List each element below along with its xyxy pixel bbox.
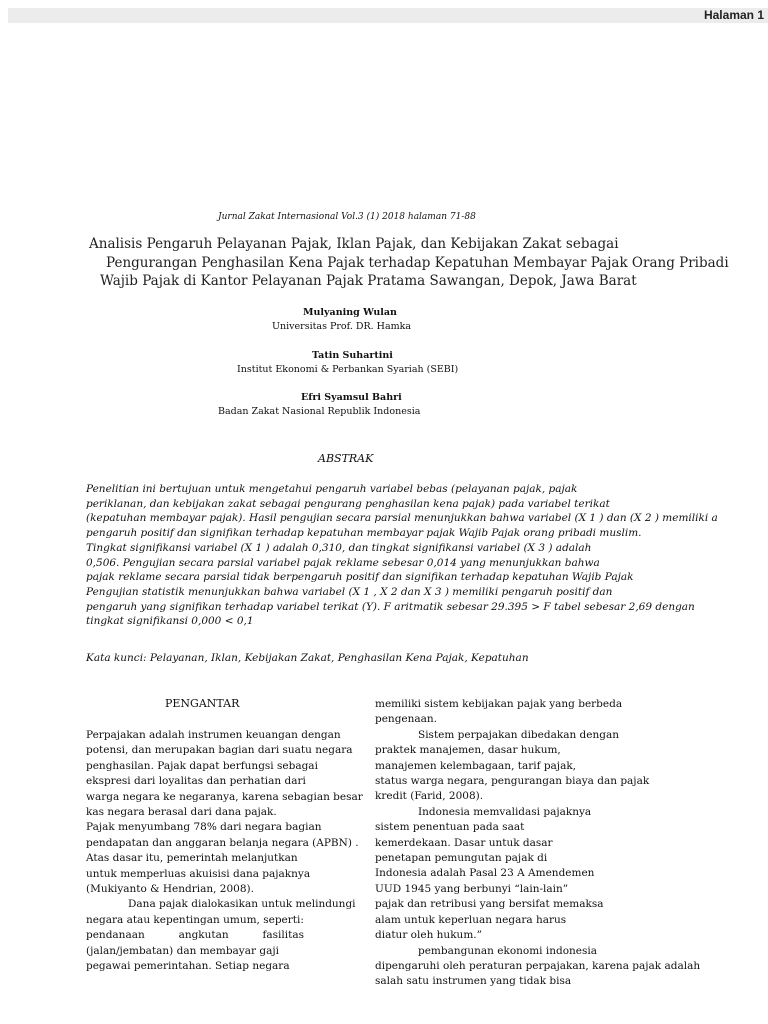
justified-word: angkutan	[178, 929, 229, 942]
author-affiliation-1: Universitas Prof. DR. Hamka	[272, 321, 412, 332]
paragraph-line: Pajak menyumbang 78% dari negara bagian	[86, 821, 322, 834]
paragraph-line: pengenaan.	[375, 713, 438, 726]
paragraph-line: Perpajakan adalah instrumen keuangan dengan	[86, 729, 341, 741]
abstract-line: Tingkat signifikansi variabel (X 1 ) adalah 0,310, dan tingkat signifikansi variabel (X 3 ) adalah	[86, 541, 592, 554]
abstract-heading: ABSTRAK	[318, 452, 374, 465]
keywords: Kata kunci: Pelayanan, Iklan, Kebijakan Zakat, Penghasilan Kena Pajak, Kepatuhan	[86, 652, 529, 664]
justified-word: pendanaan	[86, 929, 145, 942]
paragraph-line: penetapan pemungutan pajak di	[375, 852, 548, 865]
abstract-line: pengaruh yang signifikan terhadap variabel terikat (Y). F aritmatik sebesar 29.395 > F tabel sebesar 2,69 dengan	[86, 600, 695, 613]
title-line-3: Wajib Pajak di Kantor Pelayanan Pajak Pratama Sawangan, Depok, Jawa Barat	[100, 273, 637, 289]
paragraph-line-justified	[86, 928, 304, 943]
abstract-line: (kepatuhan membayar pajak). Hasil pengujian secara parsial menunjukkan bahwa variabel (X 1 ) dan (X 2 ) memiliki a	[86, 512, 718, 525]
paragraph-line: (Mukiyanto & Hendrian, 2008).	[86, 883, 254, 896]
paragraph-line: potensi, dan merupakan bagian dari suatu negara	[86, 744, 353, 757]
paragraph-line: praktek manajemen, dasar hukum,	[375, 744, 561, 757]
abstract-line: periklanan, dan kebijakan zakat sebagai pengurang penghasilan kena pajak) pada variabel terikat	[86, 497, 610, 510]
paragraph-line: pembangunan ekonomi indonesia	[418, 944, 598, 957]
paragraph-line: pajak dan retribusi yang bersifat memaksa	[375, 898, 604, 911]
paragraph-line: sistem penentuan pada saat	[375, 821, 525, 834]
justified-word: fasilitas	[262, 929, 304, 942]
paragraph-line: status warga negara, pengurangan biaya dan pajak	[375, 775, 650, 788]
abstract-line: 0,506. Pengujian secara parsial variabel pajak reklame sebesar 0,014 yang menunjukkan bahwa	[86, 556, 600, 569]
author-name-1: Mulyaning Wulan	[303, 307, 397, 318]
author-name-2: Tatin Suhartini	[312, 350, 393, 361]
page-number-label: Halaman 1	[703, 8, 764, 22]
author-affiliation-2: Institut Ekonomi & Perbankan Syariah (SEBI)	[237, 364, 459, 375]
paragraph-line: salah satu instrumen yang tidak bisa	[375, 975, 572, 988]
paragraph-line: kredit (Farid, 2008).	[375, 790, 484, 803]
paragraph-line: kemerdekaan. Dasar untuk dasar	[375, 836, 553, 849]
paragraph-line: diatur oleh hukum.”	[375, 929, 482, 942]
paragraph-line: Atas dasar itu, pemerintah melanjutkan	[86, 852, 298, 865]
paragraph-line: alam untuk keperluan negara harus	[375, 913, 567, 926]
paragraph-line: pegawai pemerintahan. Setiap negara	[86, 960, 290, 973]
author-name-3: Efri Syamsul Bahri	[301, 392, 402, 403]
paragraph-line: Sistem perpajakan dibedakan dengan	[418, 728, 620, 741]
abstract-line: pengaruh positif dan signifikan terhadap kepatuhan membayar pajak Wajib Pajak orang pribadi muslim.	[86, 527, 642, 540]
paragraph-line: memiliki sistem kebijakan pajak yang berbeda	[375, 698, 623, 710]
top-toolbar	[8, 8, 768, 23]
paragraph-line: ekspresi dari loyalitas dan perhatian dari	[86, 775, 306, 788]
section-heading: PENGANTAR	[165, 697, 240, 710]
paragraph-line: manajemen kelembagaan, tarif pajak,	[375, 759, 577, 772]
title-line-1: Analisis Pengaruh Pelayanan Pajak, Iklan Pajak, dan Kebijakan Zakat sebagai	[89, 236, 619, 252]
author-affiliation-3: Badan Zakat Nasional Republik Indonesia	[218, 406, 421, 417]
paragraph-line: penghasilan. Pajak dapat berfungsi sebagai	[86, 759, 318, 772]
paragraph-line: pendapatan dan anggaran belanja negara (APBN) .	[86, 836, 359, 849]
right-column	[375, 697, 701, 990]
paragraph-line: Indonesia memvalidasi pajaknya	[418, 805, 592, 818]
abstract-body	[86, 482, 726, 629]
paragraph-line: negara atau kepentingan umum, seperti:	[86, 913, 304, 926]
abstract-line: tingkat signifikansi 0,000 < 0,1	[86, 615, 254, 628]
paragraph-line: UUD 1945 yang berbunyi “lain-lain”	[375, 882, 569, 895]
abstract-line: pajak reklame secara parsial tidak berpengaruh positif dan signifikan terhadap kepatuhan Wajib Pajak	[86, 571, 634, 584]
paragraph-line: Indonesia adalah Pasal 23 A Amendemen	[375, 867, 595, 880]
paragraph-line: (jalan/jembatan) dan membayar gaji	[86, 944, 279, 957]
abstract-line: Pengujian statistik menunjukkan bahwa variabel (X 1 , X 2 dan X 3 ) memiliki pengaruh positif dan	[86, 585, 613, 598]
journal-reference: Jurnal Zakat Internasional Vol.3 (1) 2018 halaman 71-88	[218, 212, 476, 222]
paragraph-line: dipengaruhi oleh peraturan perpajakan, karena pajak adalah	[375, 959, 701, 972]
paragraph-line: untuk memperluas akuisisi dana pajaknya	[86, 867, 311, 880]
paragraph-line: warga negara ke negaranya, karena sebagian besar	[86, 790, 363, 803]
paragraph-line: Dana pajak dialokasikan untuk melindungi	[128, 898, 356, 911]
paragraph-line: kas negara berasal dari dana pajak.	[86, 806, 277, 819]
title-line-2: Pengurangan Penghasilan Kena Pajak terhadap Kepatuhan Membayar Pajak Orang Pribadi	[106, 255, 729, 271]
left-column	[86, 728, 363, 975]
abstract-line: Penelitian ini bertujuan untuk mengetahui pengaruh variabel bebas (pelayanan pajak, pajak	[86, 483, 578, 495]
